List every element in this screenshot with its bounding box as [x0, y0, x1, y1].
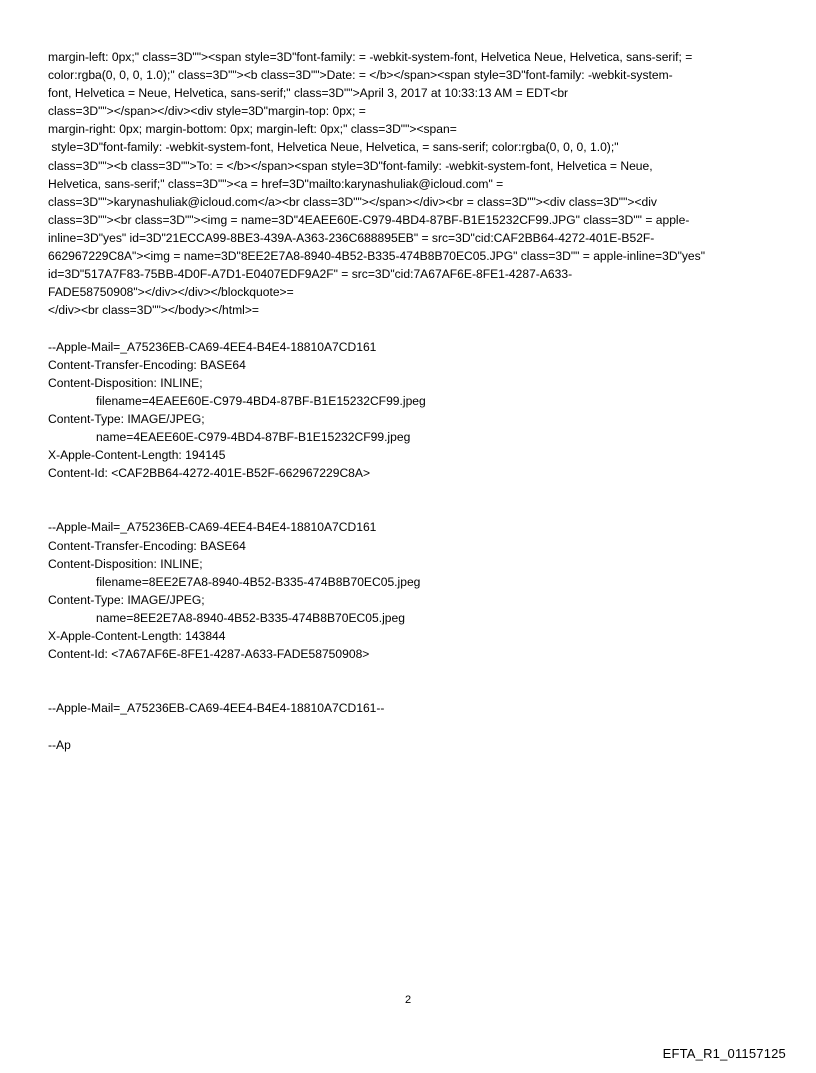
mime-content-type: Content-Type: IMAGE/JPEG;	[48, 592, 205, 607]
html-fragment-line: class=3D""></span></div><div style=3D"margin-top: 0px; =	[48, 104, 366, 119]
html-fragment-line: FADE58750908"></div></div></blockquote>=	[48, 285, 294, 300]
mime-content-id: Content-Id: <7A67AF6E-8FE1-4287-A633-FADE58750908>	[48, 647, 370, 662]
mime-content-id: Content-Id: <CAF2BB64-4272-401E-B52F-662967229C8A>	[48, 466, 371, 481]
mime-filename: filename=8EE2E7A8-8940-4B52-B335-474B8B70EC05.jpeg	[96, 574, 421, 589]
html-fragment-line: 662967229C8A"><img = name=3D"8EE2E7A8-8940-4B52-B335-474B8B70EC05.JPG" class=3D"" = apple-inline=3D"yes"	[48, 249, 705, 264]
html-fragment-line: color:rgba(0, 0, 0, 1.0);" class=3D""><b class=3D"">Date: = </b></span><span style=3D"font-family: -webkit-system-	[48, 68, 673, 83]
html-fragment-block	[48, 48, 778, 319]
html-fragment-line: style=3D"font-family: -webkit-system-font, Helvetica Neue, Helvetica, = sans-serif; color:rgba(0, 0, 0, 1.0);"	[48, 140, 619, 155]
mime-name: name=4EAEE60E-C979-4BD4-87BF-B1E15232CF99.jpeg	[96, 429, 411, 444]
html-fragment-line: Helvetica, sans-serif;" class=3D""><a = href=3D"mailto:karynashuliak@icloud.com" =	[48, 176, 504, 191]
document-body	[48, 48, 778, 754]
page-number: 2	[404, 994, 412, 1006]
mime-content-length: X-Apple-Content-Length: 143844	[48, 629, 226, 643]
html-fragment-line: margin-left: 0px;" class=3D""><span style=3D"font-family: = -webkit-system-font, Helvetica Neue, Helvetica, sans-serif; =	[48, 50, 693, 64]
mime-part-1	[48, 338, 778, 483]
mime-closing-boundary: --Apple-Mail=_A75236EB-CA69-4EE4-B4E4-18810A7CD161--	[48, 701, 385, 716]
mime-content-type: Content-Type: IMAGE/JPEG;	[48, 411, 205, 426]
mime-transfer-encoding: Content-Transfer-Encoding: BASE64	[48, 538, 246, 553]
mime-boundary: --Apple-Mail=_A75236EB-CA69-4EE4-B4E4-18810A7CD161	[48, 520, 377, 535]
html-fragment-line: inline=3D"yes" id=3D"21ECCA99-8BE3-439A-A363-236C688895EB" = src=3D"cid:CAF2BB64-4272-401E-B52F-	[48, 230, 655, 245]
mime-content-length: X-Apple-Content-Length: 194145	[48, 448, 226, 463]
mime-name: name=8EE2E7A8-8940-4B52-B335-474B8B70EC05.jpeg	[96, 610, 405, 625]
mime-filename: filename=4EAEE60E-C979-4BD4-87BF-B1E15232CF99.jpeg	[96, 393, 426, 408]
mime-disposition: Content-Disposition: INLINE;	[48, 375, 203, 390]
mime-transfer-encoding: Content-Transfer-Encoding: BASE64	[48, 357, 246, 372]
html-fragment-line: id=3D"517A7F83-75BB-4D0F-A7D1-E0407EDF9A2F" = src=3D"cid:7A67AF6E-8FE1-4287-A633-	[48, 267, 573, 282]
mime-boundary: --Apple-Mail=_A75236EB-CA69-4EE4-B4E4-18810A7CD161	[48, 339, 377, 354]
trailing-text: --Ap	[48, 737, 71, 752]
mime-disposition: Content-Disposition: INLINE;	[48, 556, 203, 571]
html-fragment-line: font, Helvetica = Neue, Helvetica, sans-serif;" class=3D"">April 3, 2017 at 10:33:13 AM = EDT<br	[48, 86, 569, 101]
html-fragment-line: class=3D""><br class=3D""><img = name=3D"4EAEE60E-C979-4BD4-87BF-B1E15232CF99.JPG" class=3D"" = apple-	[48, 212, 690, 227]
html-fragment-line: margin-right: 0px; margin-bottom: 0px; margin-left: 0px;" class=3D""><span=	[48, 122, 457, 137]
html-fragment-line: class=3D""><b class=3D"">To: = </b></span><span style=3D"font-family: -webkit-system-font, Helvetica = Neue,	[48, 158, 653, 173]
html-fragment-line: </div><br class=3D""></body></html>=	[48, 303, 259, 318]
mime-part-2	[48, 518, 778, 663]
footer-document-id: EFTA_R1_01157125	[662, 1046, 786, 1061]
html-fragment-line: class=3D"">karynashuliak@icloud.com</a><br class=3D""></span></div><br = class=3D""><div class=3D""><div	[48, 194, 657, 209]
